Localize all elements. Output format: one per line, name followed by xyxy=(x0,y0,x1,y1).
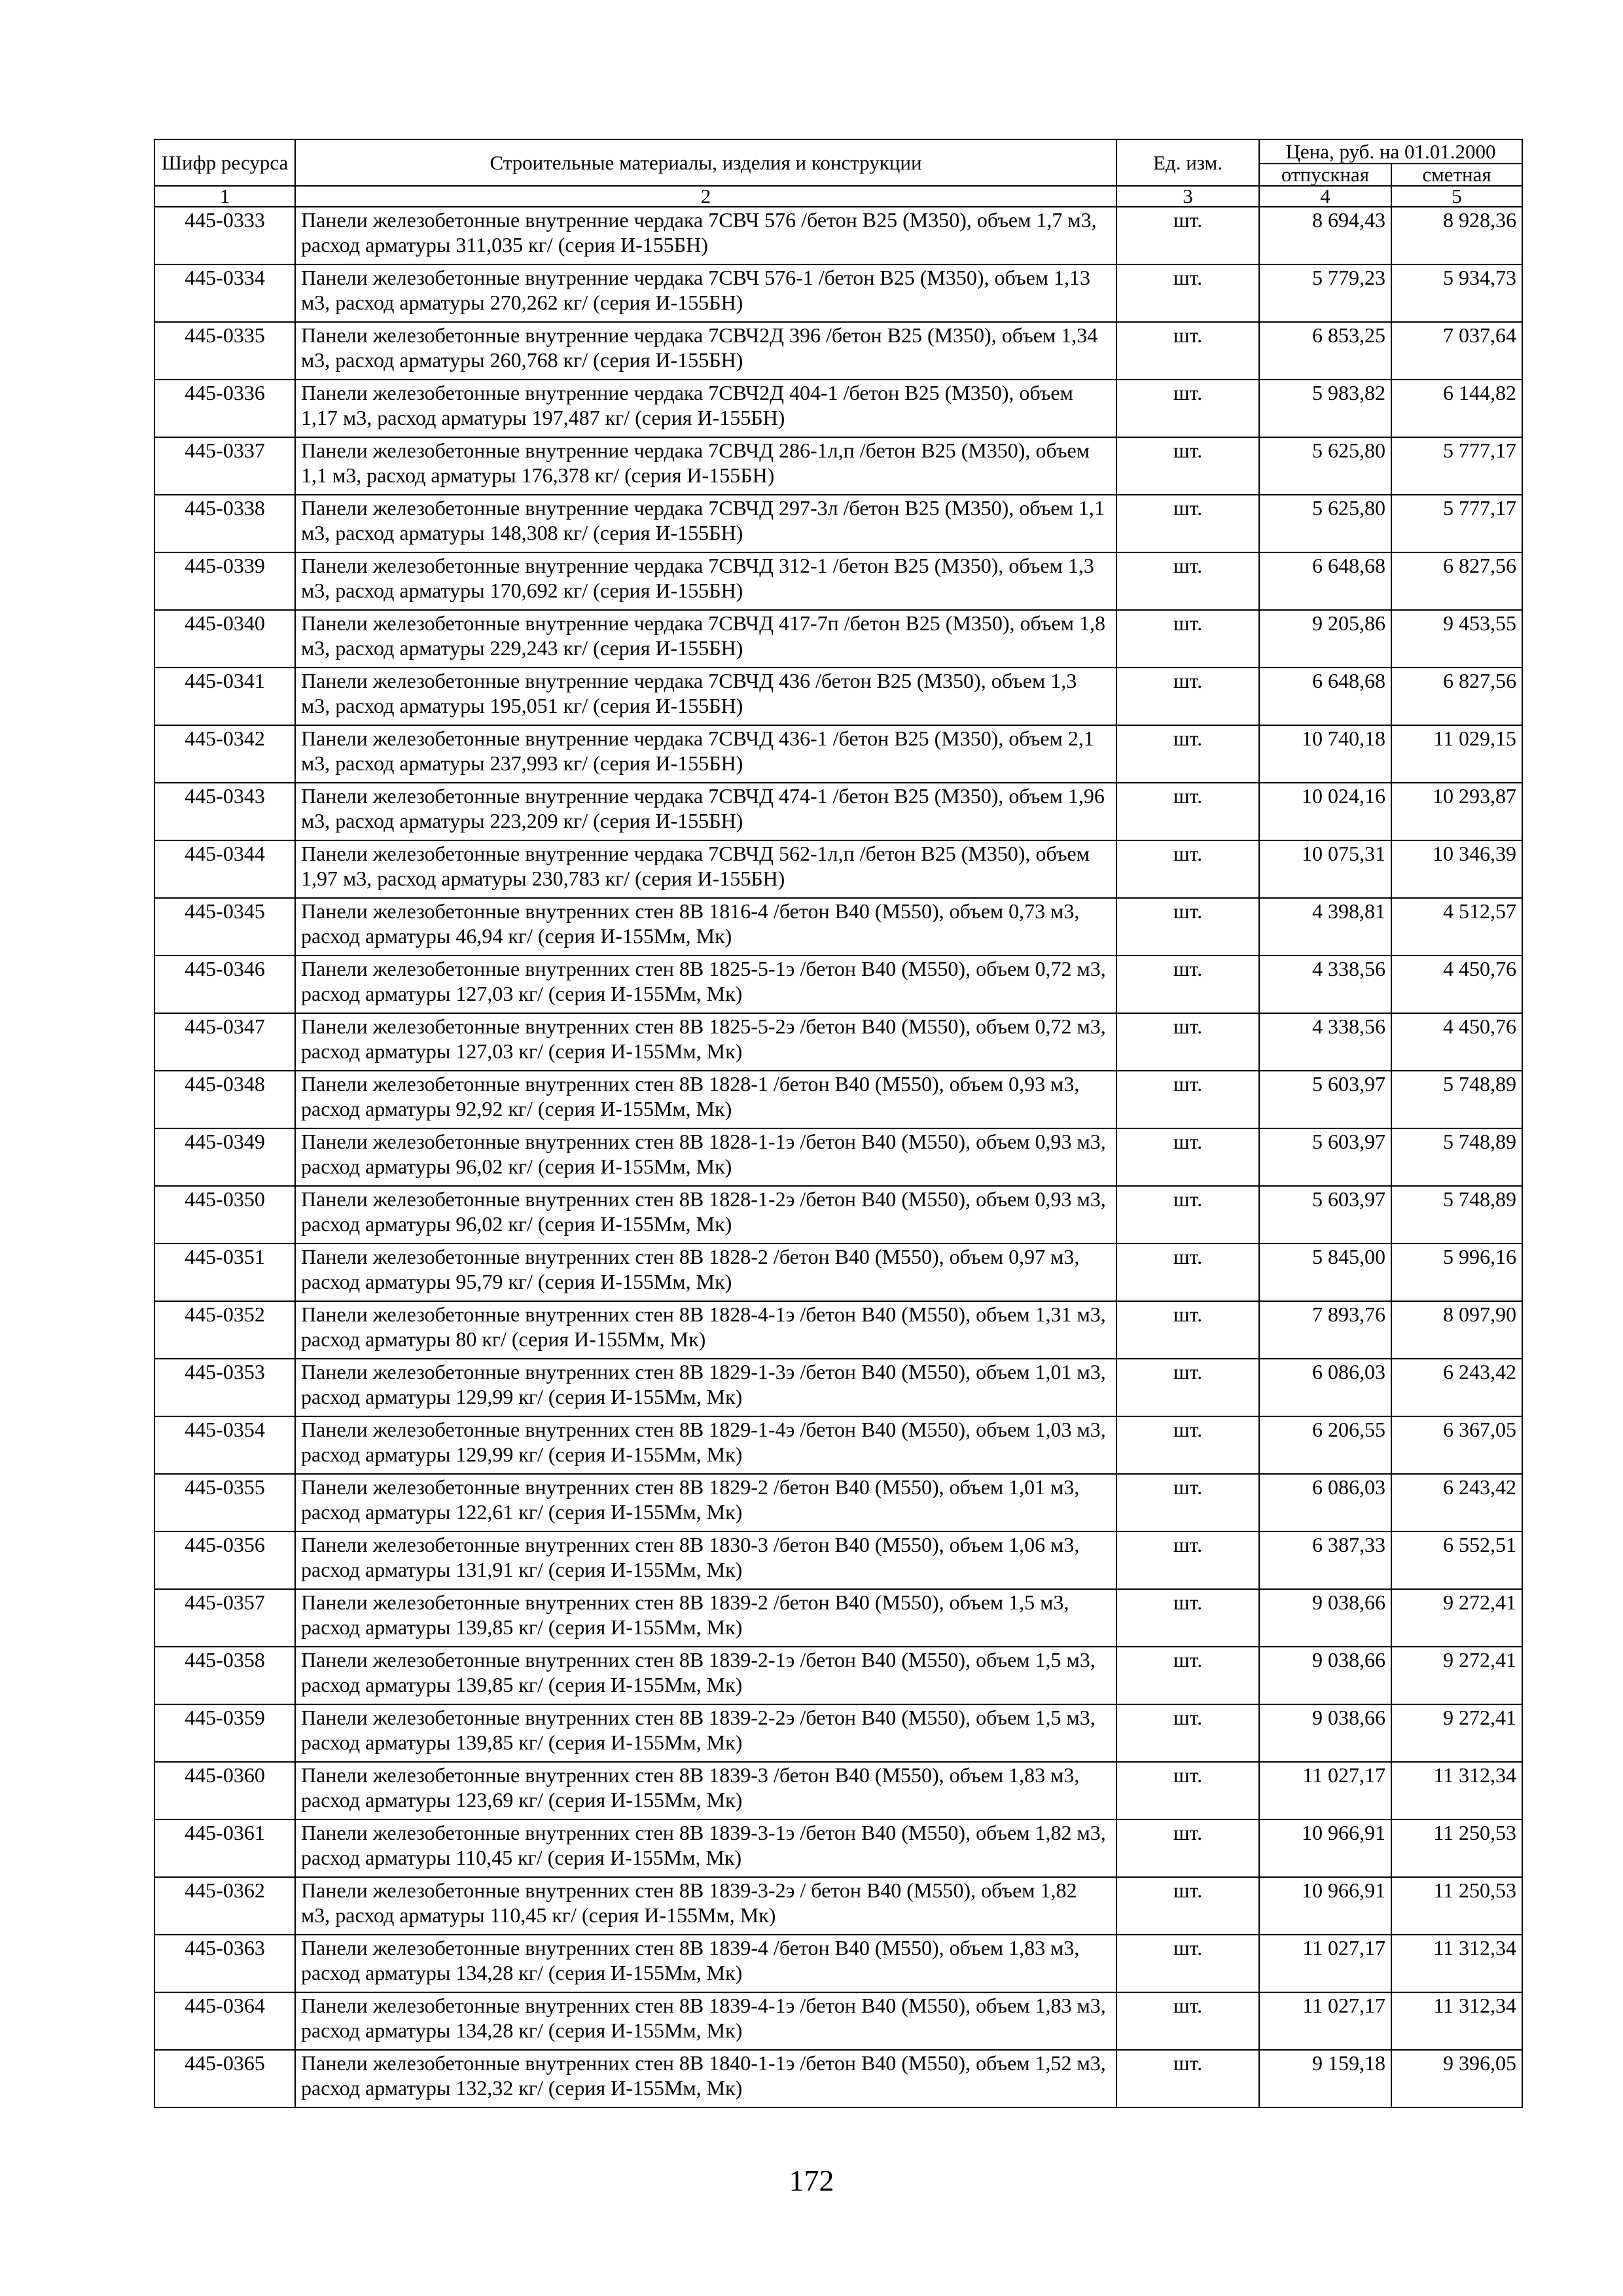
unit: шт. xyxy=(1116,1647,1259,1704)
resource-code: 445-0357 xyxy=(154,1589,295,1647)
table-row xyxy=(154,1186,1522,1244)
unit: шт. xyxy=(1116,610,1259,668)
resource-code: 445-0365 xyxy=(154,2050,295,2108)
material-name: Панели железобетонные внутренних стен 8В 1825-5-2э /бетон В40 (М550), объем 0,72 м3, расход арматуры 127,03 кг/ (серия И-155Мм, Мк) xyxy=(295,1013,1116,1071)
estimate-price: 11 312,34 xyxy=(1391,1992,1522,2050)
release-price: 11 027,17 xyxy=(1259,1992,1391,2050)
unit: шт. xyxy=(1116,840,1259,898)
material-name: Панели железобетонные внутренние чердака 7СВЧД 286-1л,п /бетон В25 (М350), объем 1,1 м3, расход арматуры 176,378 кг/ (серия И-155БН) xyxy=(295,437,1116,495)
resource-code: 445-0345 xyxy=(154,898,295,956)
resource-code: 445-0364 xyxy=(154,1992,295,2050)
resource-code: 445-0334 xyxy=(154,264,295,322)
table-row xyxy=(154,783,1522,840)
release-price: 6 853,25 xyxy=(1259,322,1391,380)
price-table xyxy=(154,139,1523,2108)
estimate-price: 5 748,89 xyxy=(1391,1128,1522,1186)
table-row xyxy=(154,725,1522,783)
estimate-price: 10 293,87 xyxy=(1391,783,1522,840)
column-number: 4 xyxy=(1259,186,1391,207)
release-price: 6 648,68 xyxy=(1259,552,1391,610)
material-name: Панели железобетонные внутренние чердака 7СВЧД 436 /бетон В25 (М350), объем 1,3 м3, расход арматуры 195,051 кг/ (серия И-155БН) xyxy=(295,668,1116,725)
release-price: 10 966,91 xyxy=(1259,1820,1391,1877)
estimate-price: 9 272,41 xyxy=(1391,1589,1522,1647)
unit: шт. xyxy=(1116,1359,1259,1416)
release-price: 9 038,66 xyxy=(1259,1589,1391,1647)
release-price: 6 648,68 xyxy=(1259,668,1391,725)
unit: шт. xyxy=(1116,1013,1259,1071)
material-name: Панели железобетонные внутренних стен 8В 1829-2 /бетон В40 (М550), объем 1,01 м3, расход арматуры 122,61 кг/ (серия И-155Мм, Мк) xyxy=(295,1474,1116,1532)
unit: шт. xyxy=(1116,1186,1259,1244)
release-price: 5 625,80 xyxy=(1259,495,1391,552)
table-row xyxy=(154,1935,1522,1992)
table-row xyxy=(154,1071,1522,1128)
unit: шт. xyxy=(1116,495,1259,552)
resource-code: 445-0341 xyxy=(154,668,295,725)
material-name: Панели железобетонные внутренних стен 8В 1828-1 /бетон В40 (М550), объем 0,93 м3, расход арматуры 92,92 кг/ (серия И-155Мм, Мк) xyxy=(295,1071,1116,1128)
material-name: Панели железобетонные внутренние чердака 7СВЧ 576-1 /бетон В25 (М350), объем 1,13 м3, расход арматуры 270,262 кг/ (серия И-155БН) xyxy=(295,264,1116,322)
estimate-price: 9 272,41 xyxy=(1391,1704,1522,1762)
resource-code: 445-0351 xyxy=(154,1244,295,1301)
resource-code: 445-0343 xyxy=(154,783,295,840)
material-name: Панели железобетонные внутренних стен 8В 1829-1-4э /бетон В40 (М550), объем 1,03 м3, расход арматуры 129,99 кг/ (серия И-155Мм, Мк) xyxy=(295,1416,1116,1474)
unit: шт. xyxy=(1116,1532,1259,1589)
column-number: 1 xyxy=(154,186,295,207)
release-price: 10 075,31 xyxy=(1259,840,1391,898)
table-row xyxy=(154,840,1522,898)
table-row xyxy=(154,1474,1522,1532)
estimate-price: 6 243,42 xyxy=(1391,1474,1522,1532)
table-row xyxy=(154,380,1522,437)
material-name: Панели железобетонные внутренних стен 8В 1839-2 /бетон В40 (М550), объем 1,5 м3, расход арматуры 139,85 кг/ (серия И-155Мм, Мк) xyxy=(295,1589,1116,1647)
release-price: 5 603,97 xyxy=(1259,1128,1391,1186)
estimate-price: 11 312,34 xyxy=(1391,1935,1522,1992)
material-name: Панели железобетонные внутренних стен 8В 1839-2-2э /бетон В40 (М550), объем 1,5 м3, расход арматуры 139,85 кг/ (серия И-155Мм, Мк) xyxy=(295,1704,1116,1762)
table-row xyxy=(154,1589,1522,1647)
table-row xyxy=(154,956,1522,1013)
estimate-price: 5 934,73 xyxy=(1391,264,1522,322)
release-price: 10 740,18 xyxy=(1259,725,1391,783)
column-number: 5 xyxy=(1391,186,1522,207)
unit: шт. xyxy=(1116,1877,1259,1935)
release-price: 5 603,97 xyxy=(1259,1186,1391,1244)
column-number: 3 xyxy=(1116,186,1259,207)
release-price: 9 038,66 xyxy=(1259,1647,1391,1704)
estimate-price: 11 312,34 xyxy=(1391,1762,1522,1820)
estimate-price: 9 272,41 xyxy=(1391,1647,1522,1704)
table-row xyxy=(154,1877,1522,1935)
table-row xyxy=(154,1762,1522,1820)
material-name: Панели железобетонные внутренних стен 8В 1840-1-1э /бетон В40 (М550), объем 1,52 м3, расход арматуры 132,32 кг/ (серия И-155Мм, Мк) xyxy=(295,2050,1116,2108)
table-row xyxy=(154,495,1522,552)
material-name: Панели железобетонные внутренних стен 8В 1825-5-1э /бетон В40 (М550), объем 0,72 м3, расход арматуры 127,03 кг/ (серия И-155Мм, Мк) xyxy=(295,956,1116,1013)
estimate-price: 9 453,55 xyxy=(1391,610,1522,668)
resource-code: 445-0337 xyxy=(154,437,295,495)
table-row xyxy=(154,1992,1522,2050)
resource-code: 445-0350 xyxy=(154,1186,295,1244)
estimate-price: 6 243,42 xyxy=(1391,1359,1522,1416)
unit: шт. xyxy=(1116,207,1259,264)
release-price: 5 603,97 xyxy=(1259,1071,1391,1128)
resource-code: 445-0360 xyxy=(154,1762,295,1820)
resource-code: 445-0339 xyxy=(154,552,295,610)
resource-code: 445-0348 xyxy=(154,1071,295,1128)
material-name: Панели железобетонные внутренние чердака 7СВЧД 474-1 /бетон В25 (М350), объем 1,96 м3, расход арматуры 223,209 кг/ (серия И-155БН) xyxy=(295,783,1116,840)
estimate-price: 7 037,64 xyxy=(1391,322,1522,380)
material-name: Панели железобетонные внутренние чердака 7СВЧ2Д 404-1 /бетон В25 (М350), объем 1,17 м3, расход арматуры 197,487 кг/ (серия И-155БН) xyxy=(295,380,1116,437)
resource-code: 445-0346 xyxy=(154,956,295,1013)
header-estimate-price: сметная xyxy=(1391,164,1522,186)
resource-code: 445-0356 xyxy=(154,1532,295,1589)
header-code: Шифр ресурса xyxy=(154,139,295,186)
table-row xyxy=(154,1301,1522,1359)
material-name: Панели железобетонные внутренние чердака 7СВЧД 417-7п /бетон В25 (М350), объем 1,8 м3, расход арматуры 229,243 кг/ (серия И-155БН) xyxy=(295,610,1116,668)
unit: шт. xyxy=(1116,1589,1259,1647)
header-unit: Ед. изм. xyxy=(1116,139,1259,186)
estimate-price: 5 748,89 xyxy=(1391,1186,1522,1244)
unit: шт. xyxy=(1116,1416,1259,1474)
resource-code: 445-0359 xyxy=(154,1704,295,1762)
resource-code: 445-0344 xyxy=(154,840,295,898)
unit: шт. xyxy=(1116,380,1259,437)
release-price: 4 338,56 xyxy=(1259,956,1391,1013)
unit: шт. xyxy=(1116,725,1259,783)
estimate-price: 4 450,76 xyxy=(1391,956,1522,1013)
material-name: Панели железобетонные внутренние чердака 7СВЧ 576 /бетон В25 (М350), объем 1,7 м3, расход арматуры 311,035 кг/ (серия И-155БН) xyxy=(295,207,1116,264)
header-release-price: отпускная xyxy=(1259,164,1391,186)
estimate-price: 6 144,82 xyxy=(1391,380,1522,437)
table-row xyxy=(154,322,1522,380)
estimate-price: 5 748,89 xyxy=(1391,1071,1522,1128)
material-name: Панели железобетонные внутренних стен 8В 1829-1-3э /бетон В40 (М550), объем 1,01 м3, расход арматуры 129,99 кг/ (серия И-155Мм, Мк) xyxy=(295,1359,1116,1416)
material-name: Панели железобетонные внутренних стен 8В 1828-4-1э /бетон В40 (М550), объем 1,31 м3, расход арматуры 80 кг/ (серия И-155Мм, Мк) xyxy=(295,1301,1116,1359)
release-price: 4 398,81 xyxy=(1259,898,1391,956)
estimate-price: 11 250,53 xyxy=(1391,1820,1522,1877)
column-number: 2 xyxy=(295,186,1116,207)
estimate-price: 4 450,76 xyxy=(1391,1013,1522,1071)
release-price: 9 159,18 xyxy=(1259,2050,1391,2108)
release-price: 6 086,03 xyxy=(1259,1359,1391,1416)
page-number: 172 xyxy=(789,2164,834,2197)
resource-code: 445-0353 xyxy=(154,1359,295,1416)
material-name: Панели железобетонные внутренних стен 8В 1816-4 /бетон В40 (М550), объем 0,73 м3, расход арматуры 46,94 кг/ (серия И-155Мм, Мк) xyxy=(295,898,1116,956)
release-price: 9 205,86 xyxy=(1259,610,1391,668)
table-row xyxy=(154,1647,1522,1704)
resource-code: 445-0355 xyxy=(154,1474,295,1532)
table-header xyxy=(154,139,1522,207)
material-name: Панели железобетонные внутренних стен 8В 1839-3 /бетон В40 (М550), объем 1,83 м3, расход арматуры 123,69 кг/ (серия И-155Мм, Мк) xyxy=(295,1762,1116,1820)
estimate-price: 6 552,51 xyxy=(1391,1532,1522,1589)
release-price: 5 779,23 xyxy=(1259,264,1391,322)
unit: шт. xyxy=(1116,1301,1259,1359)
resource-code: 445-0361 xyxy=(154,1820,295,1877)
table-row xyxy=(154,1359,1522,1416)
release-price: 6 387,33 xyxy=(1259,1532,1391,1589)
estimate-price: 8 097,90 xyxy=(1391,1301,1522,1359)
estimate-price: 5 996,16 xyxy=(1391,1244,1522,1301)
table-body xyxy=(154,207,1522,2108)
material-name: Панели железобетонные внутренних стен 8В 1828-2 /бетон В40 (М550), объем 0,97 м3, расход арматуры 95,79 кг/ (серия И-155Мм, Мк) xyxy=(295,1244,1116,1301)
table-row xyxy=(154,264,1522,322)
table-row xyxy=(154,898,1522,956)
release-price: 6 086,03 xyxy=(1259,1474,1391,1532)
unit: шт. xyxy=(1116,1935,1259,1992)
release-price: 5 625,80 xyxy=(1259,437,1391,495)
material-name: Панели железобетонные внутренних стен 8В 1830-3 /бетон В40 (М550), объем 1,06 м3, расход арматуры 131,91 кг/ (серия И-155Мм, Мк) xyxy=(295,1532,1116,1589)
header-price: Цена, руб. на 01.01.2000 xyxy=(1259,139,1522,164)
release-price: 10 966,91 xyxy=(1259,1877,1391,1935)
estimate-price: 10 346,39 xyxy=(1391,840,1522,898)
unit: шт. xyxy=(1116,1820,1259,1877)
material-name: Панели железобетонные внутренних стен 8В 1828-1-2э /бетон В40 (М550), объем 0,93 м3, расход арматуры 96,02 кг/ (серия И-155Мм, Мк) xyxy=(295,1186,1116,1244)
material-name: Панели железобетонные внутренние чердака 7СВЧД 562-1л,п /бетон В25 (М350), объем 1,97 м3, расход арматуры 230,783 кг/ (серия И-155БН) xyxy=(295,840,1116,898)
material-name: Панели железобетонные внутренних стен 8В 1828-1-1э /бетон В40 (М550), объем 0,93 м3, расход арматуры 96,02 кг/ (серия И-155Мм, Мк) xyxy=(295,1128,1116,1186)
material-name: Панели железобетонные внутренних стен 8В 1839-2-1э /бетон В40 (М550), объем 1,5 м3, расход арматуры 139,85 кг/ (серия И-155Мм, Мк) xyxy=(295,1647,1116,1704)
resource-code: 445-0363 xyxy=(154,1935,295,1992)
release-price: 8 694,43 xyxy=(1259,207,1391,264)
resource-code: 445-0349 xyxy=(154,1128,295,1186)
estimate-price: 6 827,56 xyxy=(1391,668,1522,725)
material-name: Панели железобетонные внутренних стен 8В 1839-4 /бетон В40 (М550), объем 1,83 м3, расход арматуры 134,28 кг/ (серия И-155Мм, Мк) xyxy=(295,1935,1116,1992)
table-row xyxy=(154,1532,1522,1589)
material-name: Панели железобетонные внутренних стен 8В 1839-4-1э /бетон В40 (М550), объем 1,83 м3, расход арматуры 134,28 кг/ (серия И-155Мм, Мк) xyxy=(295,1992,1116,2050)
unit: шт. xyxy=(1116,1762,1259,1820)
material-name: Панели железобетонные внутренних стен 8В 1839-3-1э /бетон В40 (М550), объем 1,82 м3, расход арматуры 110,45 кг/ (серия И-155Мм, Мк) xyxy=(295,1820,1116,1877)
unit: шт. xyxy=(1116,322,1259,380)
material-name: Панели железобетонные внутренние чердака 7СВЧД 436-1 /бетон В25 (М350), объем 2,1 м3, расход арматуры 237,993 кг/ (серия И-155БН) xyxy=(295,725,1116,783)
table-row xyxy=(154,552,1522,610)
table-row xyxy=(154,1128,1522,1186)
resource-code: 445-0333 xyxy=(154,207,295,264)
table-row xyxy=(154,668,1522,725)
table-row xyxy=(154,437,1522,495)
release-price: 11 027,17 xyxy=(1259,1935,1391,1992)
unit: шт. xyxy=(1116,437,1259,495)
release-price: 4 338,56 xyxy=(1259,1013,1391,1071)
unit: шт. xyxy=(1116,1071,1259,1128)
estimate-price: 11 029,15 xyxy=(1391,725,1522,783)
resource-code: 445-0347 xyxy=(154,1013,295,1071)
release-price: 9 038,66 xyxy=(1259,1704,1391,1762)
unit: шт. xyxy=(1116,552,1259,610)
unit: шт. xyxy=(1116,2050,1259,2108)
unit: шт. xyxy=(1116,668,1259,725)
resource-code: 445-0338 xyxy=(154,495,295,552)
material-name: Панели железобетонные внутренние чердака 7СВЧД 297-3л /бетон В25 (М350), объем 1,1 м3, расход арматуры 148,308 кг/ (серия И-155БН) xyxy=(295,495,1116,552)
unit: шт. xyxy=(1116,1128,1259,1186)
estimate-price: 6 827,56 xyxy=(1391,552,1522,610)
unit: шт. xyxy=(1116,1992,1259,2050)
table-row xyxy=(154,610,1522,668)
table-row xyxy=(154,1244,1522,1301)
table-row xyxy=(154,1704,1522,1762)
unit: шт. xyxy=(1116,1244,1259,1301)
unit: шт. xyxy=(1116,898,1259,956)
estimate-price: 6 367,05 xyxy=(1391,1416,1522,1474)
estimate-price: 9 396,05 xyxy=(1391,2050,1522,2108)
unit: шт. xyxy=(1116,264,1259,322)
unit: шт. xyxy=(1116,1474,1259,1532)
table-row xyxy=(154,1013,1522,1071)
release-price: 10 024,16 xyxy=(1259,783,1391,840)
material-name: Панели железобетонные внутренние чердака 7СВЧД 312-1 /бетон В25 (М350), объем 1,3 м3, расход арматуры 170,692 кг/ (серия И-155БН) xyxy=(295,552,1116,610)
release-price: 5 983,82 xyxy=(1259,380,1391,437)
resource-code: 445-0358 xyxy=(154,1647,295,1704)
resource-code: 445-0352 xyxy=(154,1301,295,1359)
estimate-price: 4 512,57 xyxy=(1391,898,1522,956)
estimate-price: 5 777,17 xyxy=(1391,437,1522,495)
resource-code: 445-0342 xyxy=(154,725,295,783)
resource-code: 445-0336 xyxy=(154,380,295,437)
unit: шт. xyxy=(1116,783,1259,840)
resource-code: 445-0354 xyxy=(154,1416,295,1474)
material-name: Панели железобетонные внутренние чердака 7СВЧ2Д 396 /бетон В25 (М350), объем 1,34 м3, расход арматуры 260,768 кг/ (серия И-155БН) xyxy=(295,322,1116,380)
release-price: 6 206,55 xyxy=(1259,1416,1391,1474)
resource-code: 445-0362 xyxy=(154,1877,295,1935)
table-row xyxy=(154,1416,1522,1474)
header-name: Строительные материалы, изделия и конструкции xyxy=(295,139,1116,186)
material-name: Панели железобетонные внутренних стен 8В 1839-3-2э / бетон В40 (М550), объем 1,82 м3, расход арматуры 110,45 кг/ (серия И-155Мм, Мк) xyxy=(295,1877,1116,1935)
resource-code: 445-0340 xyxy=(154,610,295,668)
estimate-price: 8 928,36 xyxy=(1391,207,1522,264)
release-price: 5 845,00 xyxy=(1259,1244,1391,1301)
estimate-price: 5 777,17 xyxy=(1391,495,1522,552)
unit: шт. xyxy=(1116,1704,1259,1762)
release-price: 11 027,17 xyxy=(1259,1762,1391,1820)
resource-code: 445-0335 xyxy=(154,322,295,380)
release-price: 7 893,76 xyxy=(1259,1301,1391,1359)
table-row xyxy=(154,2050,1522,2108)
table-row xyxy=(154,1820,1522,1877)
estimate-price: 11 250,53 xyxy=(1391,1877,1522,1935)
table-row xyxy=(154,207,1522,264)
unit: шт. xyxy=(1116,956,1259,1013)
